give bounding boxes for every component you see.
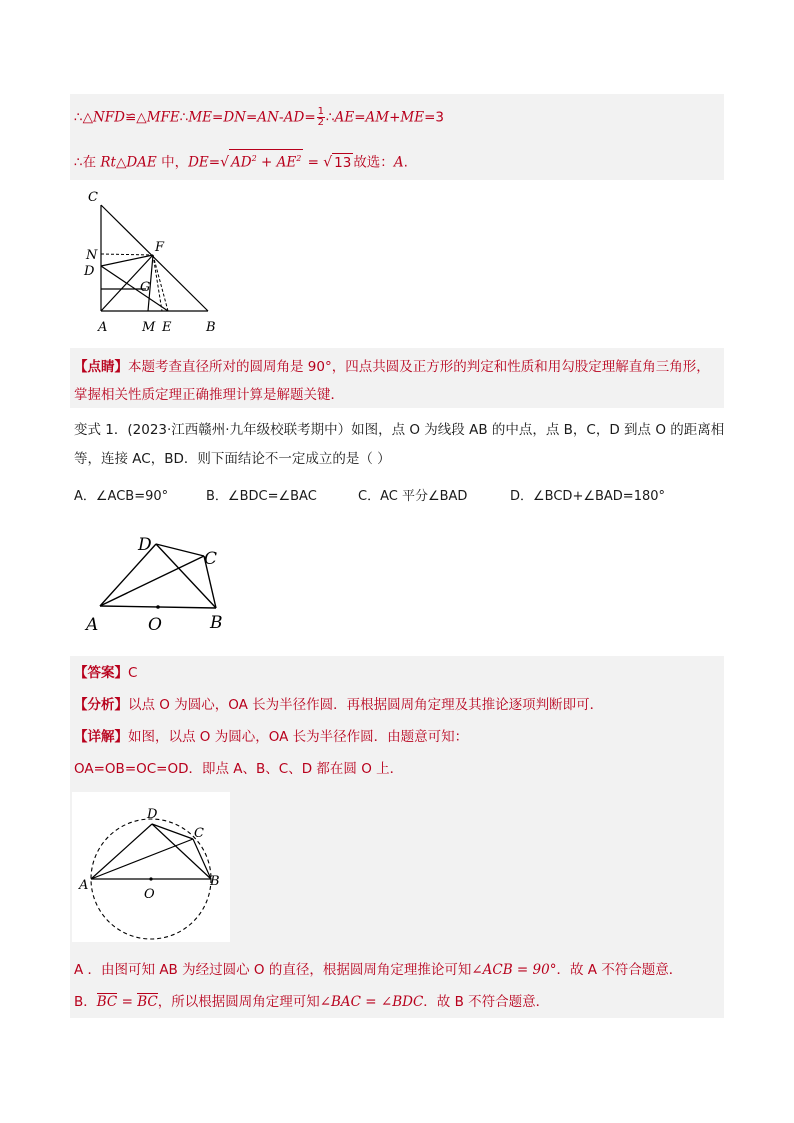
text: = [354,109,366,126]
text: . [403,154,408,171]
figure-right-triangle [72,183,224,343]
answer-line [74,664,137,682]
figure-right-triangle-svg [72,183,224,343]
text: =3 [424,109,444,126]
text: - [278,109,284,126]
label-o: O [148,615,162,635]
text: ∴△ [74,109,93,126]
label-b: B [210,613,223,633]
label-d: D [84,264,95,279]
analysis-text: 以点 O 为圆心，OA 长为半径作圆．再根据圆周角定理及其推论逐项判断即可． [128,697,604,713]
exponent: 2 [296,154,302,163]
answer-value: C [128,665,138,681]
detail-item-b [74,993,549,1011]
text: = [117,994,138,1010]
text: AD [283,109,305,126]
label-a: A [86,615,99,635]
denominator: 2 [317,117,324,128]
figure-circle [72,792,230,942]
text: AE [334,109,355,126]
text: AE [276,154,297,171]
solution-line-de [74,149,408,172]
text: AD [231,154,252,171]
segment-dc [156,544,204,556]
text: ∴在 [74,154,101,171]
segment-nf-dashed [101,254,153,255]
arc-bc: BC [96,994,118,1010]
label-b: B [210,874,220,889]
sqrt-sign: √ [323,154,333,171]
option-d: D．∠BCD+∠BAD=180° [510,489,666,504]
sqrt-expression [229,149,303,172]
question-line-2: 等，连接 AC，BD．则下面结论不一定成立的是（ ） [74,451,391,467]
exponent: 2 [251,154,257,163]
text: ∴ [179,109,189,126]
text: A ．由图可知 AB 为经过圆心 O 的直径，根据圆周角定理推论可知 [74,962,472,978]
label-a: A [98,320,108,335]
math-angle-equality: ∠BAC = ∠BDC [319,994,424,1010]
label-m: M [142,320,156,335]
option-c: C．AC 平分∠BAD [358,489,468,504]
detail-line-1 [74,728,468,746]
text: ME [188,109,213,126]
answer-tag: 【答案】 [74,665,128,681]
figure-circle-svg [72,792,230,942]
label-b: B [206,320,216,335]
arc-bc: BC [137,994,158,1010]
fraction-one-half [317,107,325,128]
option-b: B．∠BDC=∠BAC [206,489,317,504]
detail-tag: 【详解】 [74,729,128,745]
label-n: N [86,248,98,263]
text: + [256,154,277,171]
text: = [303,154,324,171]
segment-ad [91,824,152,879]
option-a: A．∠ACB=90° [74,489,169,504]
text: A [393,154,404,171]
text: = [245,109,258,126]
segment-cb [193,839,211,879]
segment-dc [152,824,193,839]
text: ∴ [326,109,335,126]
label-c: C [194,826,204,841]
label-f: F [155,240,165,255]
dianjing-tag: 【点睛】 [74,359,128,375]
dianjing-line-2: 掌握相关性质定理正确推理计算是解题关键． [74,387,344,403]
segment-ac [100,556,204,606]
point-o [156,605,160,609]
analysis-tag: 【分析】 [74,697,128,713]
figure-quadrilateral [80,526,240,636]
text: AN [257,109,279,126]
segment-cb [101,205,208,311]
segment-df [101,255,153,266]
detail-line-2: OA=OB=OC=OD．即点 A、B、C、D 都在圆 O 上． [74,761,404,777]
label-d: D [147,807,158,822]
text: B． [74,994,97,1010]
analysis-line [74,696,603,714]
text: DE [188,154,209,171]
label-e: E [162,320,172,335]
text: 故选： [353,154,394,171]
question-line-1: 变式 1．(2023·江西赣州·九年级校联考期中）如图，点 O 为线段 AB 的中点，点 B，C，D 到点 O 的距离相 [74,422,725,438]
segment-ac [91,839,193,879]
point-o [149,877,152,880]
math-angle-acb: ∠ACB = 90° [471,962,557,978]
label-c: C [204,549,218,569]
sqrt-sign: √ [220,154,230,171]
label-g: G [140,280,151,295]
figure-quadrilateral-svg [80,526,240,636]
text: NFD [92,109,125,126]
text: + [389,109,401,126]
text: AM [365,109,390,126]
numerator: 1 [317,106,324,117]
sqrt-13: 13 [334,154,352,171]
text: Rt△DAE [100,154,157,171]
dianjing-text-1: 本题考查直径所对的圆周角是 90°，四点共圆及正方形的判定和性质和用勾股定理解直角三角形， [128,359,710,375]
text: ME [400,109,425,126]
detail-item-a [74,961,682,979]
label-o: O [144,887,155,902]
label-c: C [88,190,98,205]
text: = [208,154,221,171]
label-d: D [138,535,152,555]
text: = [212,109,224,126]
text: MFE [146,109,180,126]
label-a: A [79,878,89,893]
solution-line-congruence [74,107,444,128]
text: DN [223,109,246,126]
text: ．故 A 不符合题意． [556,962,683,978]
text: 中， [156,154,189,171]
text: ．故 B 不符合题意． [423,994,550,1010]
detail-text: 如图，以点 O 为圆心，OA 长为半径作圆．由题意可知： [128,729,469,745]
dianjing-line-1 [74,358,710,376]
text: ≌△ [125,109,147,126]
text: ，所以根据圆周角定理可知 [157,994,320,1010]
text: = [304,109,316,126]
